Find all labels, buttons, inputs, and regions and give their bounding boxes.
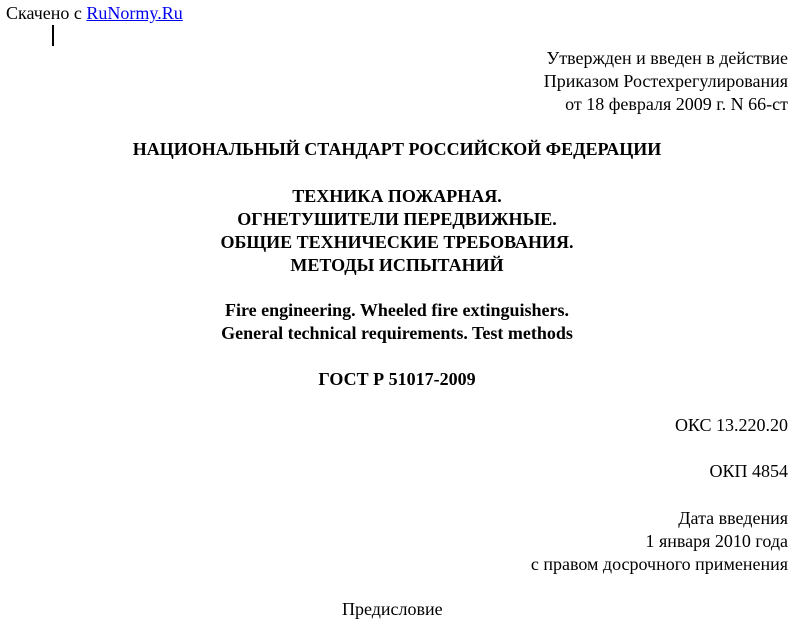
- title-en-line: General technical requirements. Test methods: [221, 323, 573, 343]
- intro-date-line: с правом досрочного применения: [530, 554, 788, 574]
- source-link[interactable]: RuNormy.Ru: [86, 3, 183, 23]
- okp-code: ОКП 4854: [709, 461, 788, 481]
- source-prefix: Скачено с: [6, 3, 87, 23]
- source-line: [6, 2, 183, 25]
- standard-title-ru: [0, 185, 794, 277]
- intro-date-line: 1 января 2010 года: [645, 531, 788, 551]
- title-ru-line: ТЕХНИКА ПОЖАРНАЯ.: [292, 186, 502, 206]
- introduction-date-block: [531, 507, 788, 576]
- approval-block: [544, 47, 788, 116]
- standard-title-en: [0, 299, 794, 345]
- preface-heading: Предисловие: [342, 599, 443, 619]
- text-cursor: [52, 25, 54, 46]
- title-ru-line: МЕТОДЫ ИСПЫТАНИЙ: [290, 255, 504, 275]
- oks-code: ОКС 13.220.20: [674, 415, 788, 435]
- approval-line: от 18 февраля 2009 г. N 66-ст: [565, 94, 788, 114]
- title-ru-line: ОБЩИЕ ТЕХНИЧЕСКИЕ ТРЕБОВАНИЯ.: [220, 232, 574, 252]
- intro-date-line: Дата введения: [678, 508, 788, 528]
- national-standard-title: НАЦИОНАЛЬНЫЙ СТАНДАРТ РОССИЙСКОЙ ФЕДЕРАЦИИ: [132, 139, 662, 159]
- title-en-line: Fire engineering. Wheeled fire extinguishers.: [225, 300, 569, 320]
- gost-number: ГОСТ Р 51017-2009: [318, 369, 476, 389]
- approval-line: Приказом Ростехрегулирования: [543, 71, 788, 91]
- title-ru-line: ОГНЕТУШИТЕЛИ ПЕРЕДВИЖНЫЕ.: [237, 209, 557, 229]
- approval-line: Утвержден и введен в действие: [546, 48, 788, 68]
